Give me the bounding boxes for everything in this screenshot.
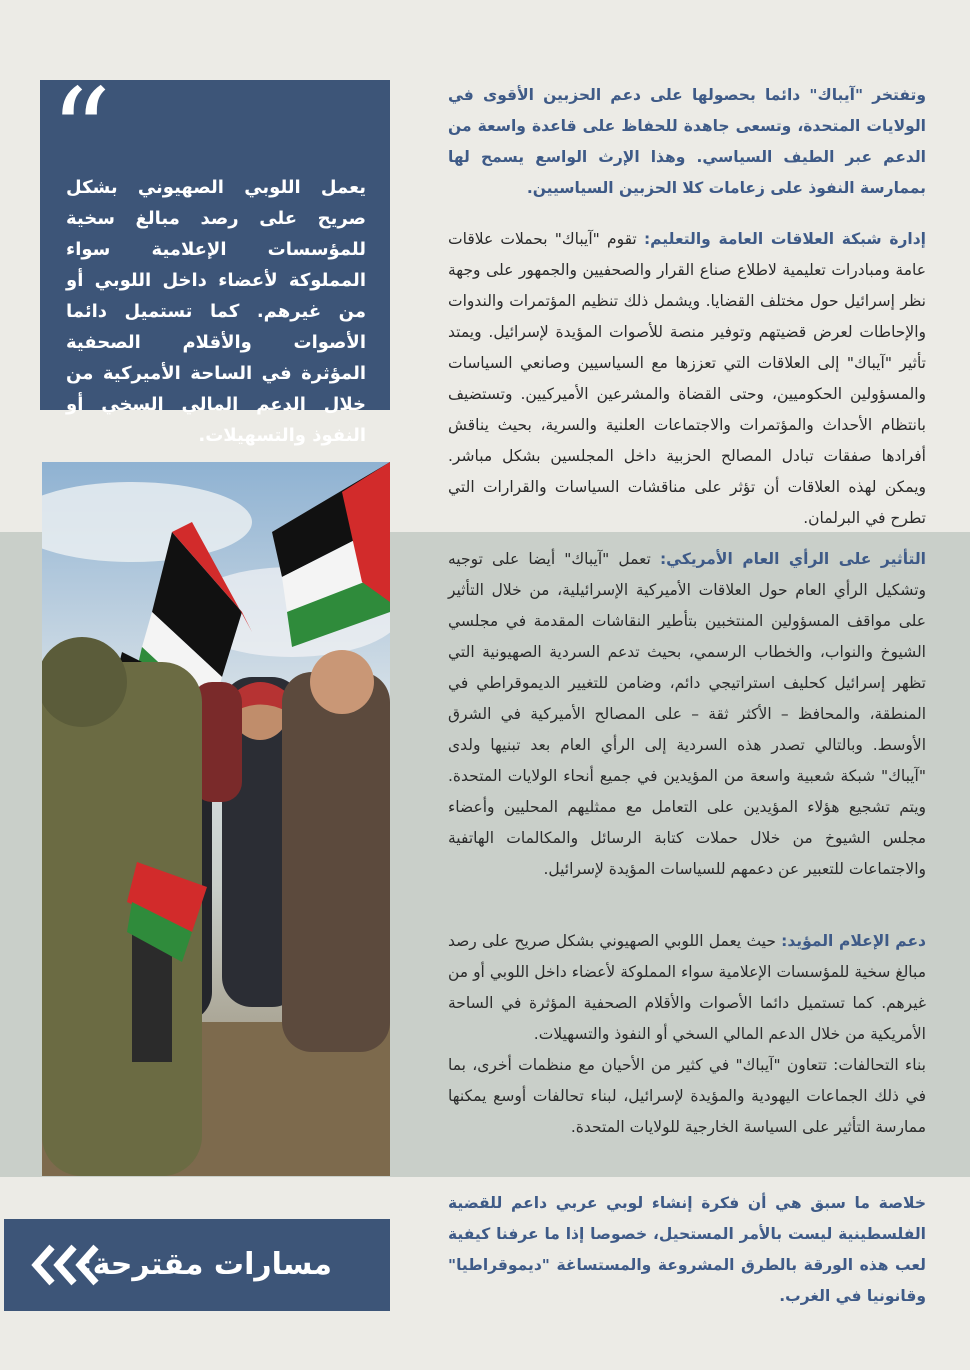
section-pr	[448, 224, 926, 534]
section-media-body: حيث يعمل اللوبي الصهيوني بشكل صريح على رصد مبالغ سخية للمؤسسات الإعلامية سواء المملوكة لأعضاء داخل اللوبي أو من غيرهم. كما تستميل دائما الأصوات والأقلام الصحفية المؤثرة في الساحة الأمريكية من خلال الدعم المالي السخي أو النفوذ والتسهيلات.	[448, 932, 926, 1043]
pull-quote-box	[40, 64, 390, 446]
quote-mark-icon: “	[50, 64, 112, 203]
intro-paragraph: وتفتخر "آيباك" دائما بحصولها على دعم الحزبين الأقوى في الولايات المتحدة، وتسعى جاهدة للحفاظ على قاعدة واسعة من الدعم عبر الطيف السياسي. وهذا الإرث الواسع يسمح لها بممارسة النفوذ على زعامات كلا الحزبين السياسيين.	[448, 86, 926, 197]
pull-quote-text: يعمل اللوبي الصهيوني بشكل صريح على رصد مبالغ سخية للمؤسسات الإعلامية سواء المملوكة لأعضاء داخل اللوبي أو من غيرهم. كما تستميل دائما الأصوات والأقلام الصحفية المؤثرة في الساحة الأميركية من خلال الدعم المالي السخي أو النفوذ والتسهيلات.	[66, 177, 366, 446]
section-opinion-body: تعمل "آيباك" أيضا على توجيه وتشكيل الرأي العام حول العلاقات الأميركية الإسرائيلية، من خلال التأثير على مواقف المسؤولين المنتخبين بتأطير النقاشات المقدمة في مجلسي الشيوخ والنواب، والخطاب الرسمي، بحيث تدعم السردية الصهيونية التي تظهر إسرائيل كحليف استراتيجي دائم، وضامن للتغيير الديموقراطي في المنطقة، والمحافظ – الأكثر ثقة – على المصالح الأميركية في الشرق الأوسط. وبالتالي تصدر هذه السردية إلى الرأي العام بعد تبنيها ولدى "آيباك" شبكة شعبية واسعة من المؤيدين في جميع أنحاء الولايات المتحدة. ويتم تشجيع هؤلاء المؤيدين على التعامل مع ممثليهم المحليين وأعضاء مجلس الشيوخ من خلال حملات كتابة الرسائل والمكالمات الهاتفية والاجتماعات للتعبير عن دعمهم للسياسات المؤيدة لإسرائيل.	[448, 550, 926, 878]
triple-chevron-left-icon	[30, 1241, 106, 1289]
protest-photo-illustration	[42, 462, 390, 1176]
section-pr-paragraph	[448, 224, 926, 534]
section-opinion-heading: التأثير على الرأي العام الأمريكي:	[659, 550, 927, 568]
section-media-paragraph	[448, 926, 926, 1050]
protest-photo	[42, 462, 390, 1176]
conclusion-block	[448, 1188, 926, 1312]
section-media	[448, 926, 926, 1143]
section-media-heading: دعم الإعلام المؤيد:	[781, 932, 927, 950]
section-alliances-paragraph: بناء التحالفات: تتعاون "آيباك" في كثير من الأحيان مع منظمات أخرى، بما في ذلك الجماعات اليهودية والمؤيدة لإسرائيل، لبناء تحالفات أوسع يمكنها ممارسة التأثير على السياسة الخارجية للولايات المتحدة.	[448, 1056, 926, 1136]
suggested-tracks-label: مسارات مقترحة:	[80, 1247, 332, 1282]
section-pr-heading: إدارة شبكة العلاقات العامة والتعليم:	[643, 230, 926, 248]
section-opinion-paragraph	[448, 544, 926, 885]
intro-block	[448, 80, 926, 204]
suggested-tracks-box	[4, 1219, 390, 1311]
section-opinion	[448, 544, 926, 885]
conclusion-paragraph: خلاصة ما سبق هي أن فكرة إنشاء لوبي عربي داعم للقضية الفلسطينية ليست بالأمر المستحيل، خصوصا إذا ما عرفنا كيفية لعب هذه الورقة بالطرق المشروعة والمستساغة "ديموقراطيا" وقانونيا في الغرب.	[448, 1194, 926, 1305]
section-pr-body: تقوم "آيباك" بحملات علاقات عامة ومبادرات تعليمية لاطلاع صناع القرار والصحفيين والجمهور على وجهة نظر إسرائيل حول مختلف القضايا. ويشمل ذلك تنظيم المؤتمرات والندوات والإحاطات لعرض قضيتهم وتوفير منصة للأصوات المؤيدة لإسرائيل. ويمتد تأثير "آيباك" إلى العلاقات التي تعززها مع السياسيين وصانعي السياسات والمسؤولين الحكوميين، وحتى القضاة والمشرعين الأميركيين. وتستضيف بانتظام الأحداث والمؤتمرات والاجتماعات العلنية والسرية، بحيث يناقش أفرادها صفقات تبادل المصالح الحزبية داخل المجلسين بشكل مباشر. ويمكن لهذه العلاقات أن تؤثر على مناقشات السياسات والقرارات التي تطرح في البرلمان.	[448, 230, 926, 527]
